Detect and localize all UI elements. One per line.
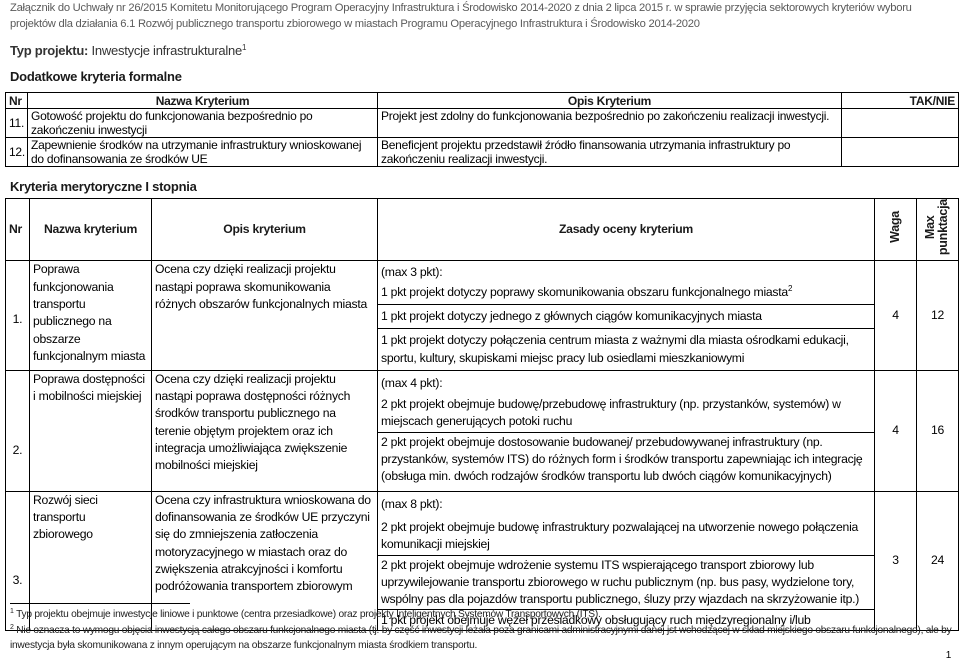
footnote-separator xyxy=(10,603,190,604)
table-row xyxy=(6,138,959,167)
table-row xyxy=(6,370,959,392)
col-header-value: TAK/NIE xyxy=(842,93,959,109)
table-row xyxy=(6,491,959,517)
row-desc: Projekt jest zdolny do funkcjonowania bezpośrednio po zakończeniu realizacji inwestycji. xyxy=(378,109,842,138)
footnote-ref-1: 1 xyxy=(242,43,247,52)
row-weight: 4 xyxy=(875,261,917,370)
col-header-desc: Opis kryterium xyxy=(152,199,378,261)
rule-item: 1 pkt projekt dotyczy poprawy skomunikowania obszaru funkcjonalnego miasta$^2$ xyxy=(378,282,875,305)
row-weight: 4 xyxy=(875,370,917,491)
footnote-1: $^1$ Typ projektu obejmuje inwestycje liniowe i punktowe (centra przesiadkowe) oraz projekty Inteligentnych Systemów Transportowych (ITS). xyxy=(10,608,601,620)
rule-item: 1 pkt projekt dotyczy jednego z głównych ciągów komunikacyjnych miasta xyxy=(378,304,875,328)
merit-criteria-title: Kryteria merytoryczne I stopnia xyxy=(10,179,197,194)
project-type-label: Typ projektu: xyxy=(10,43,89,58)
row-nr: 11. xyxy=(6,109,28,138)
formal-criteria-table xyxy=(5,92,959,167)
row-max: 12 xyxy=(917,261,959,370)
row-weight: 3 xyxy=(875,491,917,630)
footnote-2: $^2$ Nie oznacza to wymogu objęcia inwestycją całego obszaru funkcjonalnego miasta (tj. by część inwestycji leżała poza granicami administracyjnymi danej jst wchodzącej w skład miejskiego obszaru funkcjonalnego), ale by inwestycja była skomunikowana z innym operującym na obszarze funkcjonalnym miasta środkiem transportu. xyxy=(10,624,952,651)
row-name: Zapewnienie środków na utrzymanie infrastruktury wnioskowanej do dofinansowania ze środków UE xyxy=(28,138,378,167)
table-row xyxy=(6,109,959,138)
row-desc: Beneficjent projektu przedstawił źródło finansowania utrzymania infrastruktury po zakończeniu realizacji inwestycji. xyxy=(378,138,842,167)
rule-item: 1 pkt projekt obejmuje węzeł przesiadkowy obsługujący ruch międzyregionalny i/lub xyxy=(378,610,875,630)
col-header-name: Nazwa kryterium xyxy=(30,199,152,261)
footnote-ref-2: 2 xyxy=(787,283,793,293)
rule-item: 2 pkt projekt obejmuje wdrożenie systemu ITS wspierającego transport zbiorowy lub uprzywilejowanie transportu zbiorowego w ruchu publicznym (np. bus pasy, wydzielone tory, wspólny pas dla pojazdów transportu publicznego, śluzy przy wjazdach na skrzyżowanie itp.) xyxy=(378,555,875,610)
row-desc: Ocena czy dzięki realizacji projektu nastąpi poprawa dostępności różnych środków transportu publicznego na terenie objętym projektem oraz ich integracja umożliwiająca zwiększenie mobilności miejskiej xyxy=(152,370,378,491)
row-nr: 1. xyxy=(6,261,30,370)
col-header-name: Nazwa Kryterium xyxy=(28,93,378,109)
row-value[interactable] xyxy=(842,138,959,167)
merit-header-row xyxy=(6,199,959,261)
footnote-2-ref: 2 xyxy=(10,624,14,631)
document-header: Załącznik do Uchwały nr 26/2015 Komitetu Monitorującego Program Operacyjny Infrastruktura i Środowisko 2014-2020 z dnia 2 lipca 2015 r. w sprawie przyjęcia sektorowych kryteriów wyboru projektów dla działania 6.1 Rozwój publicznego transportu zbiorowego w miastach Programu Operacyjnego Infrastruktura i Środowisko 2014-2020 xyxy=(10,2,912,30)
row-desc: Ocena czy dzięki realizacji projektu nastąpi poprawa skomunikowania różnych obszarów funkcjonalnych miasta xyxy=(152,261,378,370)
formal-criteria-title: Dodatkowe kryteria formalne xyxy=(10,69,182,84)
footnote-1-ref: 1 xyxy=(10,608,14,615)
row-max: 16 xyxy=(917,370,959,491)
row-nr: 12. xyxy=(6,138,28,167)
row-name: Gotowość projektu do funkcjonowania bezpośrednio po zakończeniu inwestycji xyxy=(28,109,378,138)
project-type xyxy=(10,43,246,58)
row-nr: 3. xyxy=(6,491,30,630)
row-desc: Ocena czy infrastruktura wnioskowana do dofinansowania ze środków UE przyczyni się do zmniejszenia zatłoczenia motoryzacyjnego w miastach oraz do zwiększenia atrakcyjności i komfortu podróżowania transportem zbiorowym xyxy=(152,491,378,630)
rule-max-label: (max 4 pkt): xyxy=(378,370,875,392)
rule-item: 2 pkt projekt obejmuje budowę infrastruktury pozwalającej na utworzenie nowego połączenia komunikacji miejskiej xyxy=(378,517,875,555)
row-name: Rozwój sieci transportu zbiorowego xyxy=(30,491,152,630)
col-header-desc: Opis Kryterium xyxy=(378,93,842,109)
project-type-value: Inwestycje infrastrukturalne xyxy=(91,43,243,58)
col-header-rules: Zasady oceny kryterium xyxy=(378,199,875,261)
page-number: 1 xyxy=(945,650,951,661)
row-name: Poprawa funkcjonowania transportu publicznego na obszarze funkcjonalnym miasta xyxy=(30,261,152,370)
rule-max-label: (max 3 pkt): xyxy=(378,261,875,282)
col-header-nr: Nr xyxy=(6,93,28,109)
row-name: Poprawa dostępności i mobilności miejskiej xyxy=(30,370,152,491)
row-value[interactable] xyxy=(842,109,959,138)
col-header-nr: Nr xyxy=(6,199,30,261)
col-header-weight: Waga xyxy=(875,199,917,261)
rule-item: 2 pkt projekt obejmuje budowę/przebudowę infrastruktury (np. przystanków, systemów) w miejscach generujących potoki ruchu xyxy=(378,392,875,432)
col-header-max: Max punktacja xyxy=(917,199,959,261)
rule-max-label: (max 8 pkt): xyxy=(378,491,875,517)
formal-header-row xyxy=(6,93,959,109)
row-max: 24 xyxy=(917,491,959,630)
merit-criteria-table xyxy=(5,198,959,631)
rule-item: 2 pkt projekt obejmuje dostosowanie budowanej/ przebudowywanej infrastruktury (np. przystanków, systemów ITS) do różnych form i środków transportu zapewniając ich integrację (obsługa min. dwóch rodzajów środków transportu lub dwóch ciągów komunikacyjnych) xyxy=(378,432,875,491)
table-row xyxy=(6,261,959,282)
rule-item: 1 pkt projekt dotyczy połączenia centrum miasta z ważnymi dla miasta ośrodkami edukacji, sportu, kultury, skupiskami miejsc pracy lub osiedlami mieszkaniowymi xyxy=(378,329,875,371)
row-nr: 2. xyxy=(6,370,30,491)
